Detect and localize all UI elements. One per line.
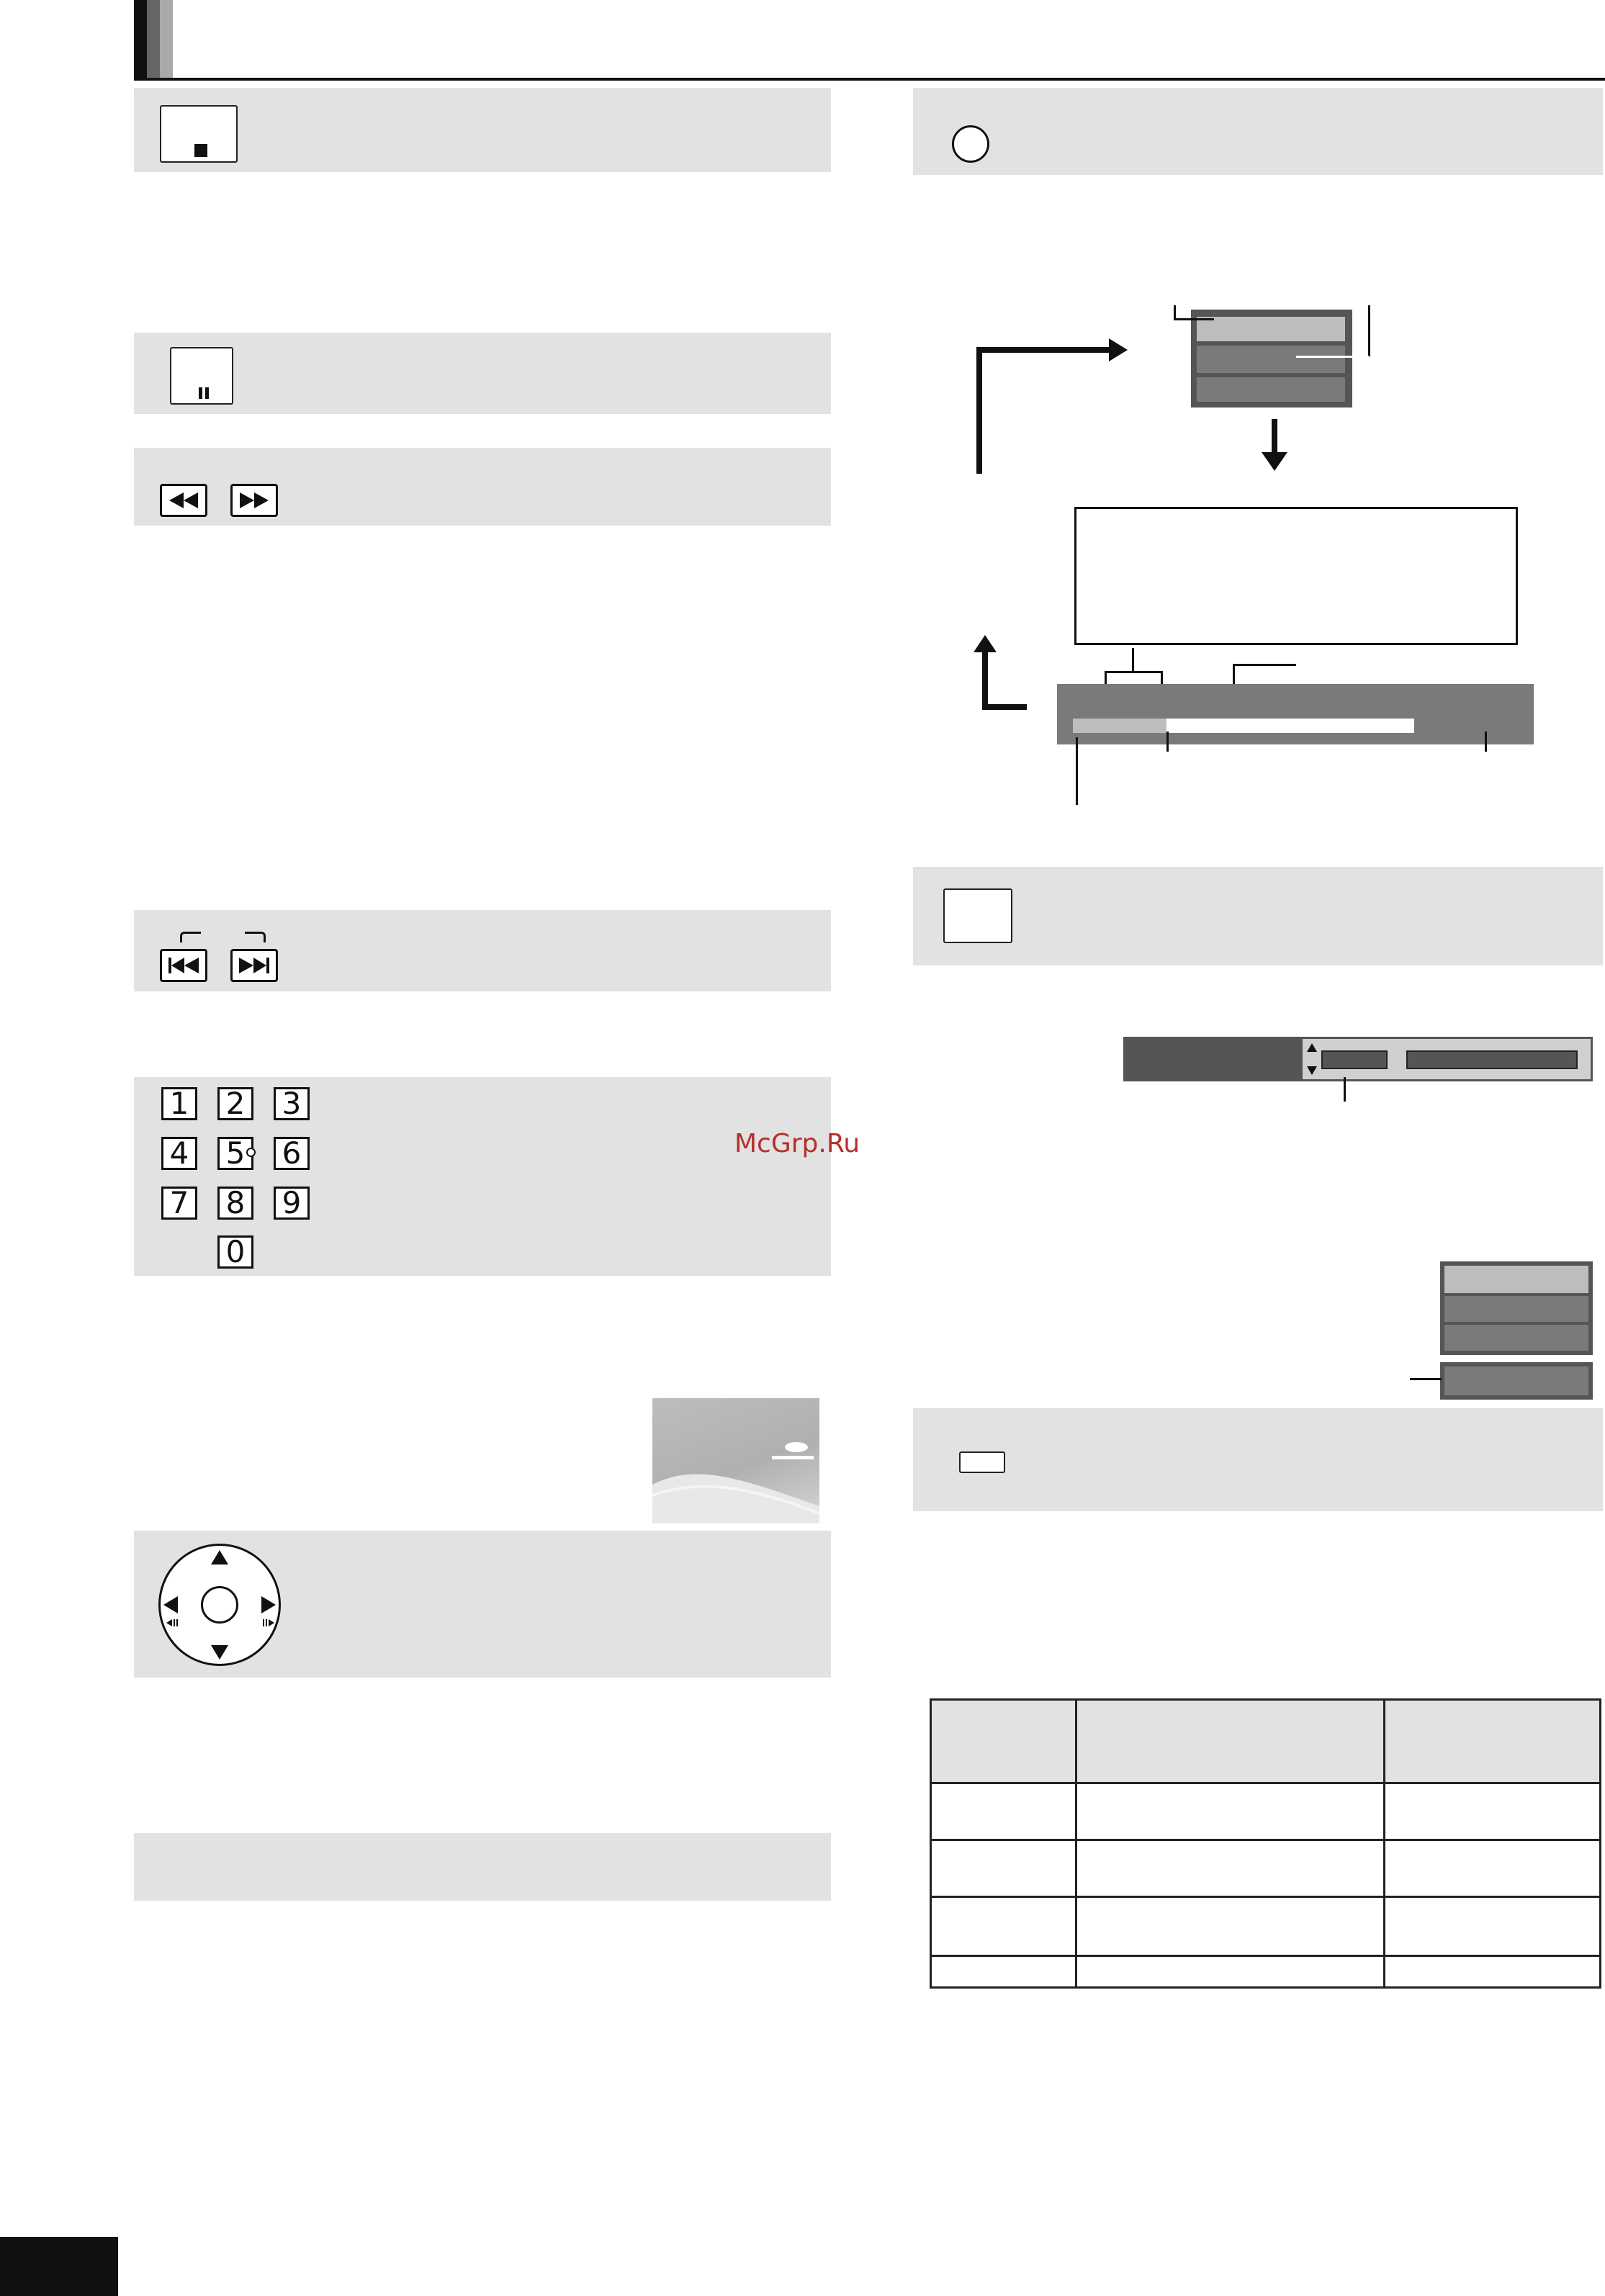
audio-section xyxy=(913,867,1603,965)
cursor-section xyxy=(134,1531,831,1678)
stop-button[interactable] xyxy=(160,105,238,163)
side-menu-top xyxy=(1440,1261,1593,1355)
menu-callout-right-v xyxy=(1368,305,1370,357)
table-cell xyxy=(1076,1840,1384,1897)
stop-section xyxy=(134,88,831,172)
pause-icon xyxy=(199,387,209,399)
table-row xyxy=(931,1700,1601,1783)
side-menu-item-4 xyxy=(1444,1367,1588,1395)
progress-fill xyxy=(1073,719,1166,733)
status-callout-b-h xyxy=(1233,664,1296,666)
table-header-cell xyxy=(1384,1700,1600,1783)
fast-forward-button[interactable] xyxy=(230,484,278,517)
loop-arrow-right-icon xyxy=(1109,338,1128,361)
select-value-1[interactable] xyxy=(1321,1050,1388,1069)
table-header-cell xyxy=(1076,1700,1384,1783)
return-line-vertical xyxy=(982,645,988,710)
skip-forward-icon xyxy=(238,958,271,973)
number-key-1[interactable]: 1 xyxy=(161,1087,197,1120)
status-bar xyxy=(1057,684,1534,744)
frame-back-icon xyxy=(166,1619,179,1626)
number-key-5[interactable]: 5 xyxy=(217,1137,253,1170)
display-diagram xyxy=(965,295,1541,814)
arrow-down-icon[interactable] xyxy=(211,1645,228,1660)
select-callout xyxy=(1344,1077,1346,1102)
circle-button-icon[interactable] xyxy=(952,125,989,163)
table-cell xyxy=(931,1956,1076,1988)
skip-forward-bracket xyxy=(245,932,266,942)
header-tab-black xyxy=(134,0,147,79)
select-bar xyxy=(1123,1037,1593,1081)
table-cell xyxy=(1076,1956,1384,1988)
number-key-7[interactable]: 7 xyxy=(161,1187,197,1220)
tactile-dot-icon xyxy=(246,1148,256,1157)
table-row xyxy=(931,1783,1601,1840)
arrow-right-icon[interactable] xyxy=(261,1596,276,1613)
pause-section xyxy=(134,333,831,414)
number-key-3[interactable]: 3 xyxy=(274,1087,310,1120)
display-section xyxy=(913,88,1603,175)
menu-item-2 xyxy=(1197,346,1345,373)
menu-item-1 xyxy=(1197,317,1345,341)
menu-item-3 xyxy=(1197,377,1345,402)
select-up-icon[interactable] xyxy=(1307,1043,1317,1052)
skip-back-bracket xyxy=(180,932,201,942)
onscreen-menu xyxy=(1191,310,1352,408)
table-header-cell xyxy=(931,1700,1076,1783)
rewind-button[interactable] xyxy=(160,484,207,517)
table-row xyxy=(931,1897,1601,1956)
status-callout-a-stem xyxy=(1132,648,1134,672)
fast-forward-icon xyxy=(238,492,270,508)
header-tab-gray xyxy=(147,0,160,79)
header-bar xyxy=(134,0,1605,81)
side-menu-item-1 xyxy=(1444,1266,1588,1293)
skip-section xyxy=(134,910,831,991)
menu-callout-left-h xyxy=(1174,318,1214,320)
side-menu-item-3 xyxy=(1444,1325,1588,1351)
table-cell xyxy=(1076,1897,1384,1956)
table-row xyxy=(931,1956,1601,1988)
side-menu-item-2 xyxy=(1444,1296,1588,1322)
loop-line-horizontal xyxy=(976,347,1120,353)
arrow-left-icon[interactable] xyxy=(163,1596,178,1613)
watermark: McGrp.Ru xyxy=(734,1129,860,1158)
down-arrow-shaft xyxy=(1272,419,1277,456)
side-menu-bottom xyxy=(1440,1362,1593,1400)
select-bar-label xyxy=(1125,1039,1303,1079)
number-key-0[interactable]: 0 xyxy=(217,1235,253,1269)
down-arrow-icon xyxy=(1262,452,1287,471)
header-rule xyxy=(134,78,1605,81)
side-menu xyxy=(1440,1261,1593,1400)
info-panel xyxy=(1074,507,1518,645)
skip-back-icon xyxy=(167,958,200,973)
table-cell xyxy=(931,1783,1076,1840)
frame-forward-icon xyxy=(261,1619,274,1626)
return-line-horizontal xyxy=(982,704,1027,710)
table-row xyxy=(931,1840,1601,1897)
number-key-9[interactable]: 9 xyxy=(274,1187,310,1220)
table-cell xyxy=(1384,1783,1600,1840)
cursor-pad-icon[interactable] xyxy=(158,1544,281,1666)
number-keys-section xyxy=(134,1077,831,1276)
loop-line-vertical xyxy=(976,347,982,474)
number-key-8[interactable]: 8 xyxy=(217,1187,253,1220)
status-callout-e xyxy=(1485,731,1487,752)
note-section xyxy=(134,1833,831,1901)
arrow-up-icon[interactable] xyxy=(211,1550,228,1565)
info-table xyxy=(930,1698,1601,1989)
number-key-4[interactable]: 4 xyxy=(161,1137,197,1170)
skip-forward-button[interactable] xyxy=(230,949,278,982)
table-cell xyxy=(1384,1897,1600,1956)
status-callout-c xyxy=(1076,737,1078,805)
table-cell xyxy=(1384,1840,1600,1897)
stop-icon xyxy=(194,144,207,157)
side-menu-callout xyxy=(1410,1378,1442,1380)
rewind-icon xyxy=(168,492,199,508)
table-cell xyxy=(1384,1956,1600,1988)
ok-button[interactable] xyxy=(201,1586,238,1624)
table-cell xyxy=(1076,1783,1384,1840)
option-section xyxy=(913,1408,1603,1511)
blu-ray-logo xyxy=(768,1437,818,1466)
number-key-2[interactable]: 2 xyxy=(217,1087,253,1120)
menu-callout-left-v xyxy=(1174,305,1176,320)
small-rect-button[interactable] xyxy=(959,1451,1005,1473)
menu-callout-right-h xyxy=(1296,356,1370,358)
page-number-tab xyxy=(0,2237,118,2296)
pause-button[interactable] xyxy=(170,347,233,405)
select-down-icon[interactable] xyxy=(1307,1066,1317,1075)
number-key-6[interactable]: 6 xyxy=(274,1137,310,1170)
search-section xyxy=(134,448,831,526)
table-cell xyxy=(931,1897,1076,1956)
disc-image xyxy=(652,1398,819,1523)
status-callout-d xyxy=(1166,731,1169,752)
skip-back-button[interactable] xyxy=(160,949,207,982)
header-tab-light xyxy=(160,0,173,79)
select-value-2[interactable] xyxy=(1406,1050,1578,1069)
square-button[interactable] xyxy=(943,888,1012,943)
table-cell xyxy=(931,1840,1076,1897)
return-arrow-up-icon xyxy=(974,635,997,652)
